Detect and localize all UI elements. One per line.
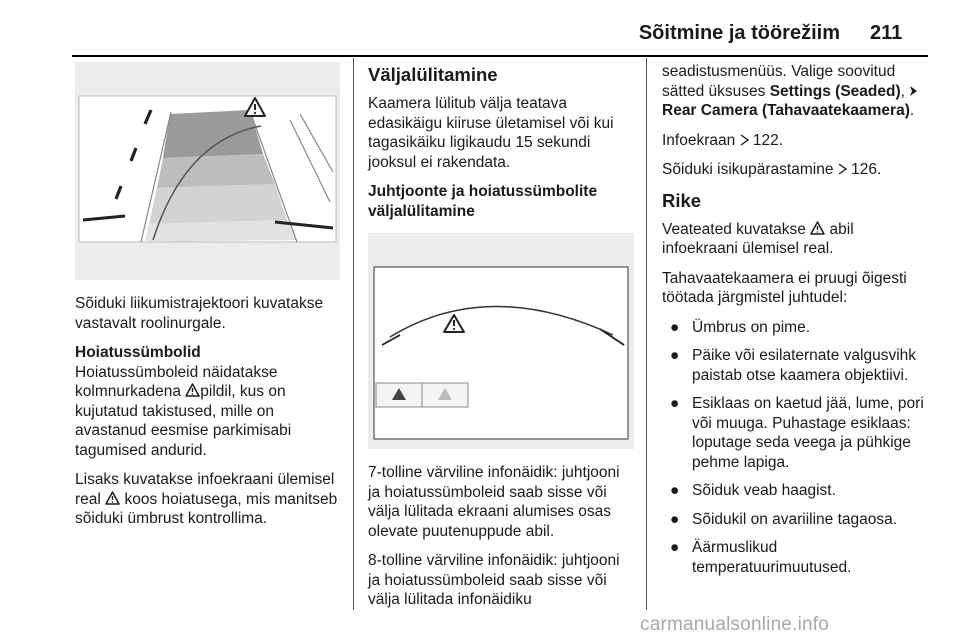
reference-personalize-page: 126. bbox=[851, 161, 882, 178]
list-item bbox=[662, 346, 932, 385]
list-item bbox=[662, 510, 932, 530]
page-reference-icon bbox=[838, 163, 847, 175]
list-item-text: Esiklaas on kaetud jää, lume, pori või muuga. Puhastage esiklaas: loputage seda veega ja pühkige pehme lapiga. bbox=[692, 395, 924, 471]
list-item-text: Päike või esilaternate valgusvihk paistab otse kaamera objektiivi. bbox=[692, 347, 917, 384]
text-infoscreen-b: koos hoiatusega, mis manitseb sõiduki ümbrust kontrollima. bbox=[75, 490, 338, 527]
list-item-text: Sõidukil on avariiline tagaosa. bbox=[692, 510, 898, 528]
list-item-text: Äärmuslikud temperatuurimuutused. bbox=[692, 539, 852, 576]
reference-personalize bbox=[662, 160, 932, 180]
trajectory-camera-figure bbox=[75, 62, 340, 280]
paragraph-7inch-display: 7-tolline värviline infonäidik: juhtjooni ja hoiatussümboleid saab sisse või välja lülitada ekraani alumises osas olevate puutenuppude abil. bbox=[368, 464, 620, 540]
paragraph-infoscreen-warning bbox=[75, 470, 340, 529]
column-2 bbox=[368, 62, 634, 620]
paragraph-error-messages bbox=[662, 220, 932, 259]
list-item bbox=[662, 318, 932, 338]
reference-infoscreen bbox=[662, 131, 932, 151]
paragraph-settings-continuation: seadistusmenüüs. Valige soovitud sätted üksuses Settings (Seaded), Rear Camera (Tahavaatekaamera). bbox=[662, 62, 932, 121]
menu-path-rear-camera: Rear Camera (Tahavaatekaamera) bbox=[662, 102, 910, 119]
paragraph-deactivation: Kaamera lülitub välja teatava edasikäigu kiiruse ületamisel või kui tagasikäiku ligikaudu 15 sekundi jooksul ei rakendata. bbox=[368, 95, 614, 171]
column-3 bbox=[662, 62, 932, 586]
page-reference-icon bbox=[740, 134, 749, 146]
heading-warning-symbols: Hoiatussümbolid bbox=[75, 344, 201, 361]
text-symbols-b: pildil, kus on kujutatud takistused, mille on avastanud eesmise parkimisabi tagumised andurid. bbox=[75, 383, 292, 459]
trajectory-camera-illustration bbox=[75, 62, 340, 280]
column-divider-1 bbox=[353, 58, 354, 610]
list-item bbox=[662, 394, 932, 472]
heading-fault: Rike bbox=[662, 189, 702, 211]
bullet-dot: ● bbox=[670, 395, 680, 412]
reference-infoscreen-page: 122. bbox=[752, 131, 784, 149]
bullet-dot: ● bbox=[670, 510, 680, 528]
text-settings-a: seadistusmenüüs. Valige soovitud sätted üksuses bbox=[662, 63, 896, 100]
paragraph-malfunction-intro: Tahavaatekaamera ei pruugi õigesti töötada järgmistel juhtudel: bbox=[662, 269, 907, 306]
text-error-a: Veateated kuvatakse bbox=[662, 220, 806, 238]
text-error-b: abil infoekraani ülemisel real. bbox=[662, 220, 854, 257]
running-header-title: Sõitmine ja töörežiim bbox=[638, 22, 840, 44]
bullet-dot: ● bbox=[670, 347, 680, 364]
paragraph-8inch-display: 8-tolline värviline infonäidik: juhtjooni ja hoiatussümboleid saab sisse või välja lülitada infonäidiku bbox=[368, 552, 620, 608]
figure-caption-trajectory: Sõiduki liikumistrajektoori kuvatakse vastavalt roolinurgale. bbox=[75, 295, 324, 332]
menu-arrow-icon bbox=[909, 85, 918, 97]
watermark-text: carmanualsonline.info bbox=[640, 614, 830, 635]
guidelines-display-illustration bbox=[368, 233, 634, 449]
malfunction-list bbox=[662, 318, 932, 578]
list-item-text: Sõiduk veab haagist. bbox=[692, 482, 836, 499]
list-item bbox=[662, 481, 932, 501]
text-infoscreen-a: Lisaks kuvatakse infoekraani ülemisel real bbox=[75, 471, 335, 508]
header-rule bbox=[72, 55, 928, 57]
heading-deactivation: Väljalülitamine bbox=[368, 64, 498, 85]
menu-path-settings: Settings (Seaded) bbox=[769, 82, 901, 100]
warning-triangle-icon bbox=[105, 491, 120, 505]
bullet-dot: ● bbox=[670, 482, 680, 499]
guidelines-display-figure bbox=[368, 233, 634, 449]
reference-infoscreen-label: Infoekraan bbox=[662, 131, 736, 149]
column-1 bbox=[75, 62, 340, 539]
list-item bbox=[662, 538, 932, 577]
bullet-dot: ● bbox=[670, 539, 680, 556]
page-number: 211 bbox=[870, 22, 903, 44]
list-item-text: Ümbrus on pime. bbox=[692, 318, 811, 336]
column-divider-2 bbox=[646, 58, 647, 610]
warning-triangle-icon bbox=[810, 221, 825, 235]
subheading-guidelines-off: Juhtjoonte ja hoiatussümbolite väljalülitamine bbox=[368, 183, 598, 220]
warning-triangle-icon bbox=[185, 383, 200, 397]
bullet-dot: ● bbox=[670, 318, 680, 336]
paragraph-warning-symbols bbox=[75, 363, 340, 461]
text-symbols-a: Hoiatussümboleid näidatakse kolmnurkadena bbox=[75, 363, 278, 400]
reference-personalize-label: Sõiduki isikupärastamine bbox=[662, 161, 834, 178]
